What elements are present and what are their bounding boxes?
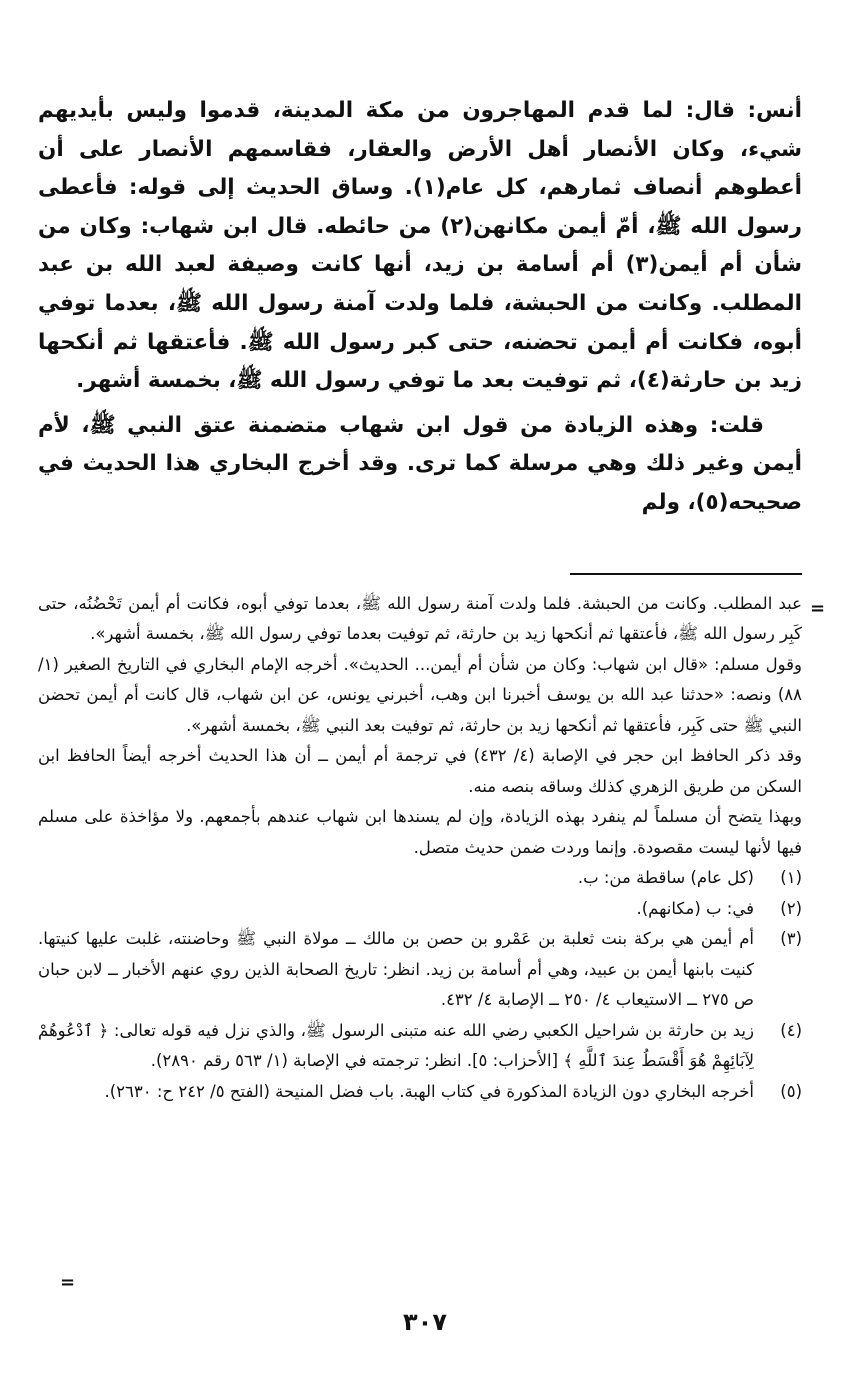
footnote-separator [570, 573, 802, 575]
footnote-text: (كل عام) ساقطة من: ب. [577, 868, 754, 888]
footnote-text: أخرجه البخاري دون الزيادة المذكورة في كتاب الهبة. باب فضل المنيحة (الفتح ٥/ ٢٤٢ ح: ٢٦٣٠). [104, 1081, 754, 1101]
footnote-continuation-2: وقول مسلم: «قال ابن شهاب: وكان من شأن أم أيمن... الحديث». أخرجه الإمام البخاري في التاريخ الصغير (١/ ٨٨) ونصه: «حدثنا عبد الله بن يوسف أخبرنا ابن وهب، أخبرني يونس، عن ابن شهاب، قال كانت أم أيمن تحضن النبي ﷺ حتى كَبِر، فأعتقها ثم أنكحها زيد بن حارثة، ثم توفيت بعد النبي ﷺ، بخمسة أشهر». [38, 654, 802, 735]
footnote-4 [38, 1016, 802, 1077]
footnote-2 [38, 894, 802, 925]
footnote-1 [38, 863, 802, 894]
footnote-text: أم أيمن هي بركة بنت ثعلبة بن عَمْرو بن حصن بن مالك ــ مولاة النبي ﷺ وحاضنته، غلبت عليها كنيتها. كنيت بابنها أيمن بن عبيد، وهي أم أسامة بن زيد. انظر: تاريخ الصحابة الذين روي عنهم الأخبار ــ لابن حبان ص ٢٧٥ ــ الاستيعاب ٤/ ٢٥٠ ــ الإصابة ٤/ ٤٣٢. [38, 929, 754, 1010]
footnote-number: (٤) [780, 1020, 802, 1040]
footnotes [38, 589, 802, 1108]
footnote-continuation-3: وقد ذكر الحافظ ابن حجر في الإصابة (٤/ ٤٣٢) في ترجمة أم أيمن ــ أن هذا الحديث أخرجه أيضاً الحافظ ابن السكن من طريق الزهري كذلك وساقه بنصه منه. [38, 746, 802, 796]
footnote-number: (٣) [780, 929, 802, 949]
main-text [38, 92, 802, 523]
main-paragraph-1: أنس: قال: لما قدم المهاجرون من مكة المدينة، قدموا وليس بأيديهم شيء، وكان الأنصار أهل الأرض والعقار، فقاسمهم الأنصار على أن أعطوهم أنصاف ثمارهم، كل عام(١). وساق الحديث إلى قوله: فأعطى رسول الله ﷺ، أمّ أيمن مكانهن(٢) من حائطه. قال ابن شهاب: وكان من شأن أم أيمن(٣) أم أسامة بن زيد، أنها كانت وصيفة لعبد الله بن عبد المطلب. وكانت من الحبشة، فلما ولدت آمنة رسول الله ﷺ، بعدما توفي أبوه، فكانت أم أيمن تحضنه، حتى كبر رسول الله ﷺ. فأعتقها ثم أنكحها زيد بن حارثة(٤)، ثم توفيت بعد ما توفي رسول الله ﷺ، بخمسة أشهر. [38, 98, 803, 394]
footnote-3 [38, 924, 802, 1016]
footnote-continuation-4: وبهذا يتضح أن مسلماً لم ينفرد بهذه الزيادة، وإن لم يسندها ابن شهاب عندهم بأجمعهم. ولا مؤاخذة على مسلم فيها لأنها ليست مقصودة. وإنما وردت ضمن حديث متصل. [38, 807, 802, 857]
footnote-text: في: ب (مكانهم). [636, 898, 754, 918]
footnote-text: زيد بن حارثة بن شراحيل الكعبي رضي الله عنه متبنى الرسول ﷺ، والذي نزل فيه قوله تعالى: ﴿ ٱدْعُوهُمْ لِآبَائِهِمْ هُوَ أَقْسَطُ عِندَ ٱللَّهِ ﴾ [الأحزاب: ٥]. انظر: ترجمته في الإصابة (١/ ٥٦٣ رقم ٢٨٩٠). [38, 1020, 754, 1071]
footnote-5 [38, 1077, 802, 1108]
footnote-number: (١) [780, 868, 802, 888]
continuation-mark: = [810, 598, 826, 619]
footnote-number: (٥) [780, 1081, 802, 1101]
page-number: ٣٠٧ [403, 1308, 447, 1336]
footnote-end-mark: = [60, 1272, 76, 1293]
footnote-continuation-1: عبد المطلب. وكانت من الحبشة. فلما ولدت آمنة رسول الله ﷺ، بعدما توفي أبوه، فكانت أم أيمن تَحْضُنُه، حتى كَبِر رسول الله ﷺ، فأعتقها ثم أنكحها زيد بن حارثة، ثم توفيت بعدما توفي رسول الله ﷺ، بخمسة أشهر». [38, 593, 802, 644]
main-paragraph-2: قلت: وهذه الزيادة من قول ابن شهاب متضمنة عتق النبي ﷺ، لأم أيمن وغير ذلك وهي مرسلة كما ترى. وقد أخرج البخاري هذا الحديث في صحيحه(٥)، ولم [38, 412, 802, 515]
footnote-number: (٢) [780, 898, 802, 918]
